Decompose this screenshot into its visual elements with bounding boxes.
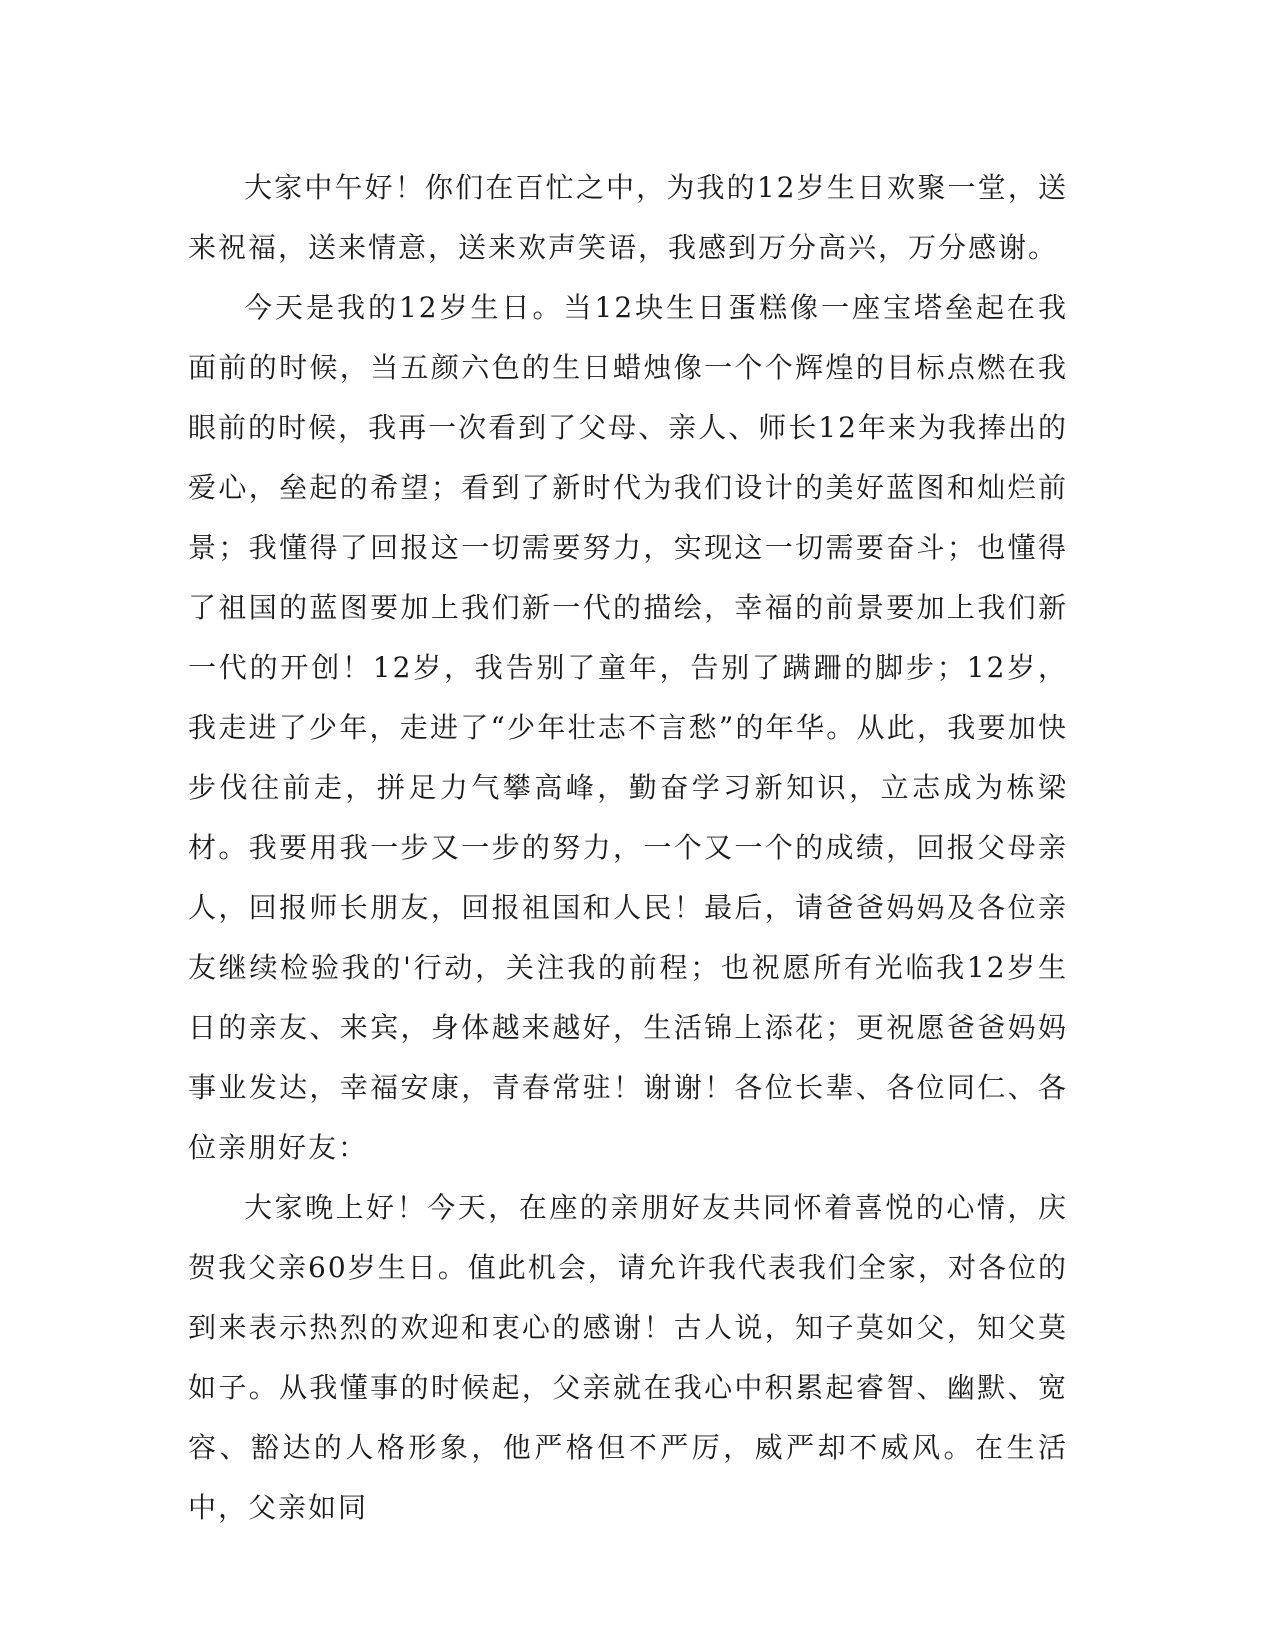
paragraph-12th-birthday-speech: 今天是我的12岁生日。当12块生日蛋糕像一座宝塔垒起在我面前的时候，当五颜六色的生日蜡烛像一个个辉煌的目标点燃在我眼前的时候，我再一次看到了父母、亲人、师长12年来为我捧出的爱心，垒起的希望；看到了新时代为我们设计的美好蓝图和灿烂前景；我懂得了回报这一切需要努力，实现这一切需要奋斗；也懂得了祖国的蓝图要加上我们新一代的描绘，幸福的前景要加上我们新一代的开创！12岁，我告别了童年，告别了蹒跚的脚步；12岁，我走进了少年，走进了“少年壮志不言愁”的年华。从此，我要加快步伐往前走，拼足力气攀高峰，勤奋学习新知识，立志成为栋梁材。我要用我一步又一步的努力，一个又一个的成绩，回报父母亲人，回报师长朋友，回报祖国和人民！最后，请爸爸妈妈及各位亲友继续检验我的'行动，关注我的前程；也祝愿所有光临我12岁生日的亲友、来宾，身体越来越好，生活锦上添花；更祝愿爸爸妈妈事业发达，幸福安康，青春常驻！谢谢！各位长辈、各位同仁、各位亲朋好友： xyxy=(188,291,1068,1164)
paragraph-father-60th-birthday: 大家晚上好！今天，在座的亲朋好友共同怀着喜悦的心情，庆贺我父亲60岁生日。值此机会，请允许我代表我们全家，对各位的到来表示热烈的欢迎和衷心的感谢！古人说，知子莫如父，知父莫如子。从我懂事的时候起，父亲就在我心中积累起睿智、幽默、宽容、豁达的人格形象，他严格但不严厉，威严却不威风。在生活中，父亲如同 xyxy=(188,1191,1068,1524)
paragraph-greeting-12th-birthday: 大家中午好！你们在百忙之中，为我的12岁生日欢聚一堂，送来祝福，送来情意，送来欢声笑语，我感到万分高兴，万分感谢。 xyxy=(188,171,1068,264)
document-body xyxy=(188,158,1068,1538)
